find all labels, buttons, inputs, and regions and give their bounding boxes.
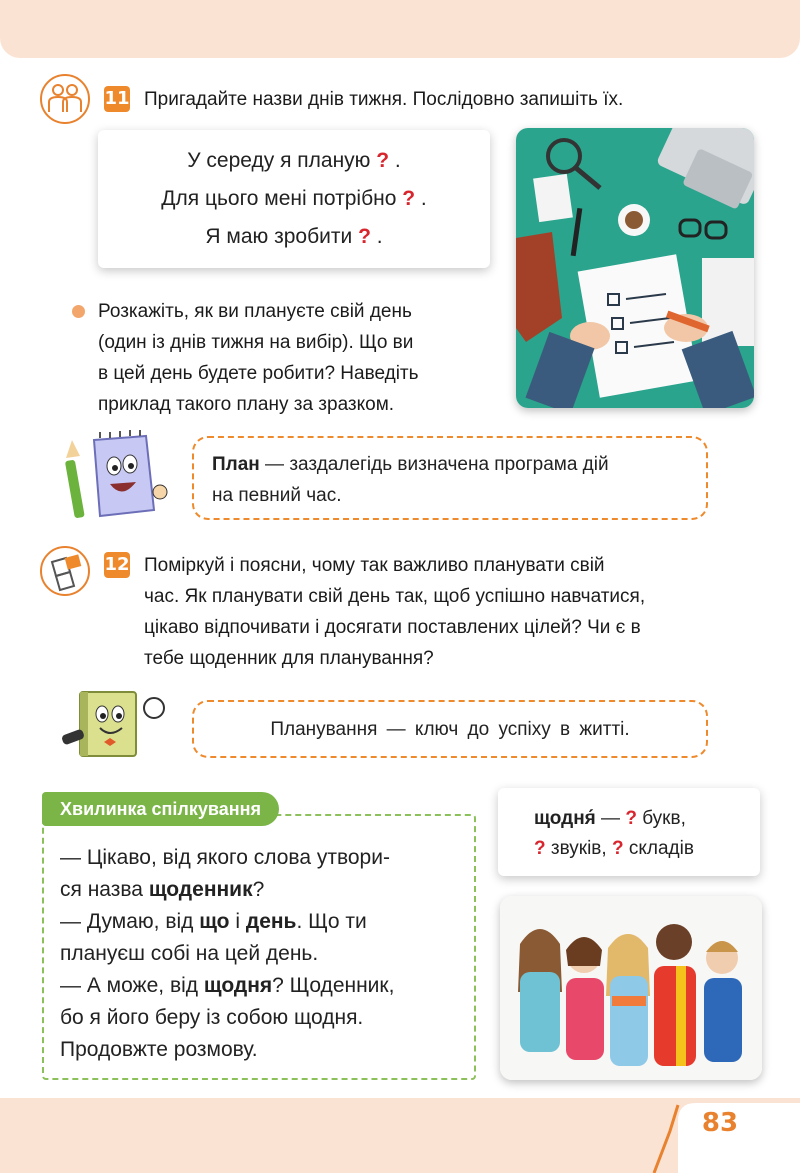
desk-planning-photo bbox=[516, 128, 754, 408]
task-11-instruction: Пригадайте назви днів тижня. Послідовно запишіть їх. bbox=[144, 89, 624, 110]
sentence-end: . bbox=[415, 187, 427, 210]
sentence-line bbox=[98, 142, 490, 180]
dialog-line bbox=[60, 874, 472, 906]
sentence-text: Для цього мені потрібно bbox=[161, 187, 403, 210]
dialog-text-fragment: — Цікаво, від якого слова утвори- bbox=[60, 846, 390, 869]
puzzle-icon bbox=[40, 546, 90, 596]
question-mark: ? bbox=[358, 225, 371, 248]
dialog-text-fragment: і bbox=[229, 910, 246, 933]
dialog-text-fragment: бо я його беру із собою щодня. bbox=[60, 1006, 364, 1029]
task-number-11: 11 bbox=[104, 86, 130, 112]
motto-text: Планування — ключ до успіху в житті. bbox=[270, 719, 630, 740]
bold-word: щоденник bbox=[148, 878, 253, 901]
word-task-card: щодня́ — ? букв, ? звуків, ? складів bbox=[498, 788, 760, 876]
dialog-line bbox=[60, 906, 472, 938]
sentence-end: . bbox=[370, 225, 383, 248]
dialog-line bbox=[60, 938, 472, 970]
dialog-text-fragment: — А може, від bbox=[60, 974, 204, 997]
book-mascot-icon bbox=[58, 688, 172, 760]
bullet-dot bbox=[72, 305, 85, 318]
bold-word: день bbox=[245, 910, 297, 933]
dialog-text bbox=[60, 842, 472, 1066]
pair-work-icon bbox=[40, 74, 90, 124]
dialog-text-fragment: ся назва bbox=[60, 878, 149, 901]
dialog-line bbox=[60, 1002, 472, 1034]
sentence-line bbox=[98, 180, 490, 218]
word: щодня́ bbox=[534, 808, 596, 829]
sentence-end: . bbox=[389, 149, 401, 172]
notebook-mascot-icon bbox=[60, 430, 170, 522]
children-photo bbox=[500, 896, 762, 1080]
question-mark: ? bbox=[402, 187, 416, 210]
top-band bbox=[0, 0, 800, 58]
bullet-text: Розкажіть, як ви плануєте свій день (один із днів тижня на вибір). Що ви в цей день будете робити? Наведіть приклад такого плану за зразком. bbox=[98, 301, 419, 415]
sentence-text: У середу я планую bbox=[187, 149, 377, 172]
dialog-text-fragment: плануєш собі на цей день. bbox=[60, 942, 319, 965]
bold-word: щодня bbox=[203, 974, 273, 997]
dialog-text-fragment: . Що ти bbox=[296, 910, 367, 933]
dialog-line bbox=[60, 842, 472, 874]
sentence-text: Я маю зробити bbox=[205, 225, 359, 248]
communication-title: Хвилинка спілкування bbox=[42, 792, 279, 826]
dialog-text-fragment: Продовжте розмову. bbox=[60, 1038, 258, 1061]
dialog-text-fragment: — Думаю, від bbox=[60, 910, 200, 933]
sentence-card bbox=[98, 130, 490, 268]
task-number-12: 12 bbox=[104, 552, 130, 578]
dialog-text-fragment: ? Щоденник, bbox=[272, 974, 395, 997]
sentence-line bbox=[98, 218, 490, 256]
dialog-line bbox=[60, 970, 472, 1002]
dialog-text-fragment: ? bbox=[252, 878, 265, 901]
task-12-text: Поміркуй і поясни, чому так важливо планувати свій час. Як планувати свій день так, щоб успішно навчатися, цікаво відпочивати і досягати поставлених цілей? Чи є в тебе щоденник для планування? bbox=[144, 555, 646, 669]
definition-term: План bbox=[212, 454, 260, 475]
page-number: 83 bbox=[701, 1108, 739, 1138]
definition-text: План — заздалегідь визначена програма дій на певний час. bbox=[212, 454, 609, 506]
bold-word: що bbox=[199, 910, 230, 933]
question-mark: ? bbox=[376, 149, 390, 172]
dialog-line bbox=[60, 1034, 472, 1066]
